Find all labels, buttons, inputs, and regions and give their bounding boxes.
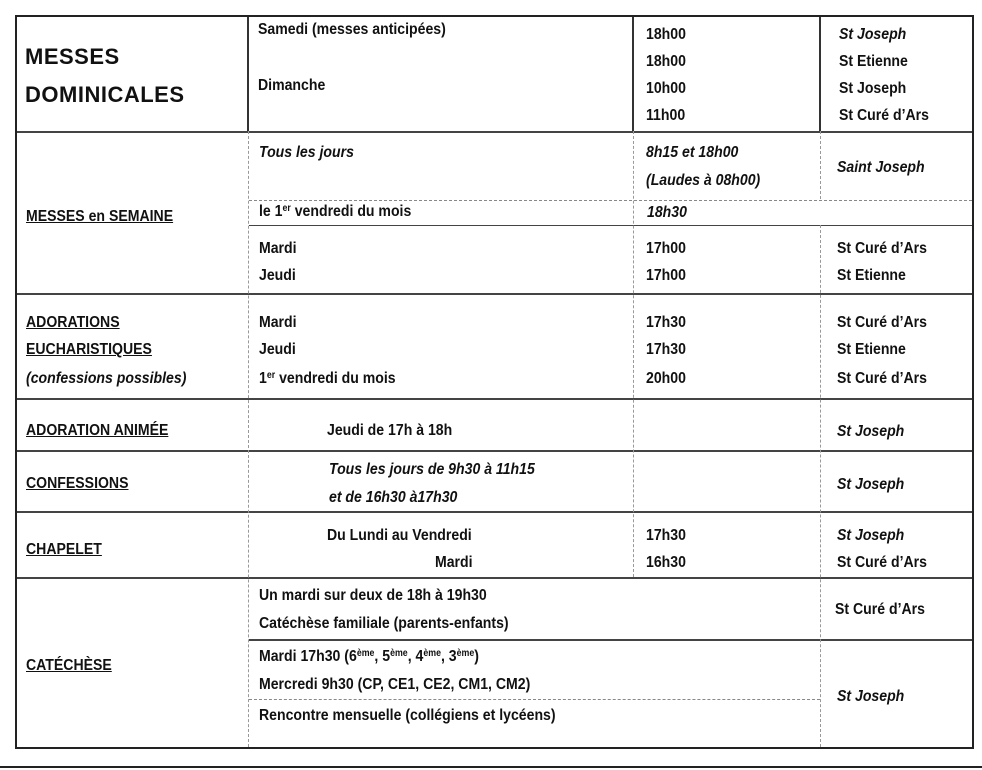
- row-divider: [17, 577, 972, 579]
- day-samedi: Samedi (messes anticipées): [258, 21, 446, 38]
- confessions-line1: Tous les jours de 9h30 à 11h15: [329, 461, 535, 478]
- superscript: ème: [456, 648, 475, 659]
- superscript: ème: [356, 648, 375, 659]
- bottom-rule: [0, 766, 982, 768]
- time: 16h30: [646, 554, 686, 571]
- superscript: er: [266, 370, 276, 381]
- time: 17h00: [646, 240, 686, 257]
- day-tous-les-jours: Tous les jours: [259, 144, 354, 161]
- section-title-adorations-2: EUCHARISTIQUES: [26, 341, 152, 358]
- section-title-dominicales-2: DOMINICALES: [25, 82, 185, 107]
- place: St Curé d’Ars: [835, 601, 925, 618]
- day-jeudi: Jeudi: [259, 267, 296, 284]
- time: 18h00: [646, 53, 686, 70]
- place: St Joseph: [837, 476, 905, 493]
- text-part: vendredi du mois: [290, 203, 412, 220]
- place: St Joseph: [839, 80, 907, 97]
- section-title-adorations: ADORATIONS: [26, 314, 120, 331]
- superscript: ème: [423, 648, 441, 659]
- catechese-mardi: [259, 648, 479, 666]
- text-part: ,: [407, 648, 416, 665]
- sub-divider: [249, 200, 972, 201]
- column-divider: [819, 17, 821, 131]
- section-title-semaine: MESSES en SEMAINE: [26, 208, 174, 225]
- text-part: ): [474, 648, 479, 665]
- time: 11h00: [646, 107, 686, 124]
- column-divider: [632, 17, 634, 131]
- row-divider: [17, 511, 972, 513]
- day-jeudi: Jeudi: [259, 341, 296, 358]
- time: 17h30: [646, 314, 686, 331]
- column-divider: [820, 225, 821, 747]
- time-laudes: (Laudes à 08h00): [646, 172, 761, 189]
- superscript: er: [282, 203, 291, 214]
- column-divider: [248, 131, 249, 747]
- catechese-line1: Un mardi sur deux de 18h à 19h30: [259, 587, 487, 604]
- section-subtitle: (confessions possibles): [26, 370, 187, 387]
- row-divider: [17, 131, 972, 133]
- chapelet-line2: Mardi: [435, 554, 473, 571]
- place: St Joseph: [839, 26, 907, 43]
- place: St Curé d’Ars: [839, 107, 929, 124]
- sub-divider: [249, 639, 972, 641]
- chapelet-line1: Du Lundi au Vendredi: [327, 527, 472, 544]
- text-part: le 1: [259, 203, 283, 220]
- row-divider: [17, 398, 972, 400]
- day-premier-vendredi: [259, 203, 411, 221]
- text-part: 4: [415, 648, 424, 665]
- place: St Etienne: [837, 267, 906, 284]
- catechese-line2: Catéchèse familiale (parents-enfants): [259, 615, 509, 632]
- place: St Etienne: [837, 341, 906, 358]
- place: St Joseph: [837, 527, 905, 544]
- section-title-adoration-animee: ADORATION ANIMÉE: [26, 422, 169, 439]
- place: St Joseph: [837, 423, 905, 440]
- sub-divider: [249, 225, 972, 226]
- text-part: 1: [259, 370, 267, 387]
- day-dimanche: Dimanche: [258, 77, 326, 94]
- time: 20h00: [646, 370, 686, 387]
- column-divider: [820, 131, 821, 199]
- place: St Curé d’Ars: [837, 240, 927, 257]
- place: St Curé d’Ars: [837, 314, 927, 331]
- section-title-dominicales: MESSES: [25, 44, 120, 69]
- place: St Curé d’Ars: [837, 370, 927, 387]
- place: St Joseph: [837, 688, 905, 705]
- column-divider: [247, 17, 249, 131]
- row-divider: [17, 450, 972, 452]
- time: 18h00: [646, 26, 686, 43]
- time: 17h00: [646, 267, 686, 284]
- time: 17h30: [646, 527, 686, 544]
- column-divider: [633, 131, 634, 577]
- text-part: Mardi 17h30 (6: [259, 648, 357, 665]
- day-premier-vendredi: [259, 370, 396, 388]
- schedule-table: [15, 15, 974, 749]
- catechese-rencontre: Rencontre mensuelle (collégiens et lycéens): [259, 707, 556, 724]
- text-part: ,: [374, 648, 383, 665]
- text-part: 5: [382, 648, 391, 665]
- day-mardi: Mardi: [259, 314, 297, 331]
- place: St Curé d’Ars: [837, 554, 927, 571]
- place: St Etienne: [839, 53, 908, 70]
- section-title-confessions: CONFESSIONS: [26, 475, 129, 492]
- day-mardi: Mardi: [259, 240, 297, 257]
- confessions-line2: et de 16h30 à17h30: [329, 489, 458, 506]
- superscript: ème: [390, 648, 408, 659]
- place: Saint Joseph: [837, 159, 925, 176]
- time: 10h00: [646, 80, 686, 97]
- row-divider: [17, 293, 972, 295]
- section-title-catechese: CATÉCHÈSE: [26, 657, 112, 674]
- text-part: vendredi du mois: [275, 370, 396, 387]
- text-part: 3: [448, 648, 457, 665]
- catechese-mercredi: Mercredi 9h30 (CP, CE1, CE2, CM1, CM2): [259, 676, 531, 693]
- section-title-chapelet: CHAPELET: [26, 541, 102, 558]
- time: 8h15 et 18h00: [646, 144, 739, 161]
- adoration-animee-desc: Jeudi de 17h à 18h: [327, 422, 453, 439]
- time: 17h30: [646, 341, 686, 358]
- time: 18h30: [647, 204, 687, 221]
- text-part: ,: [440, 648, 449, 665]
- sub-divider: [249, 699, 820, 700]
